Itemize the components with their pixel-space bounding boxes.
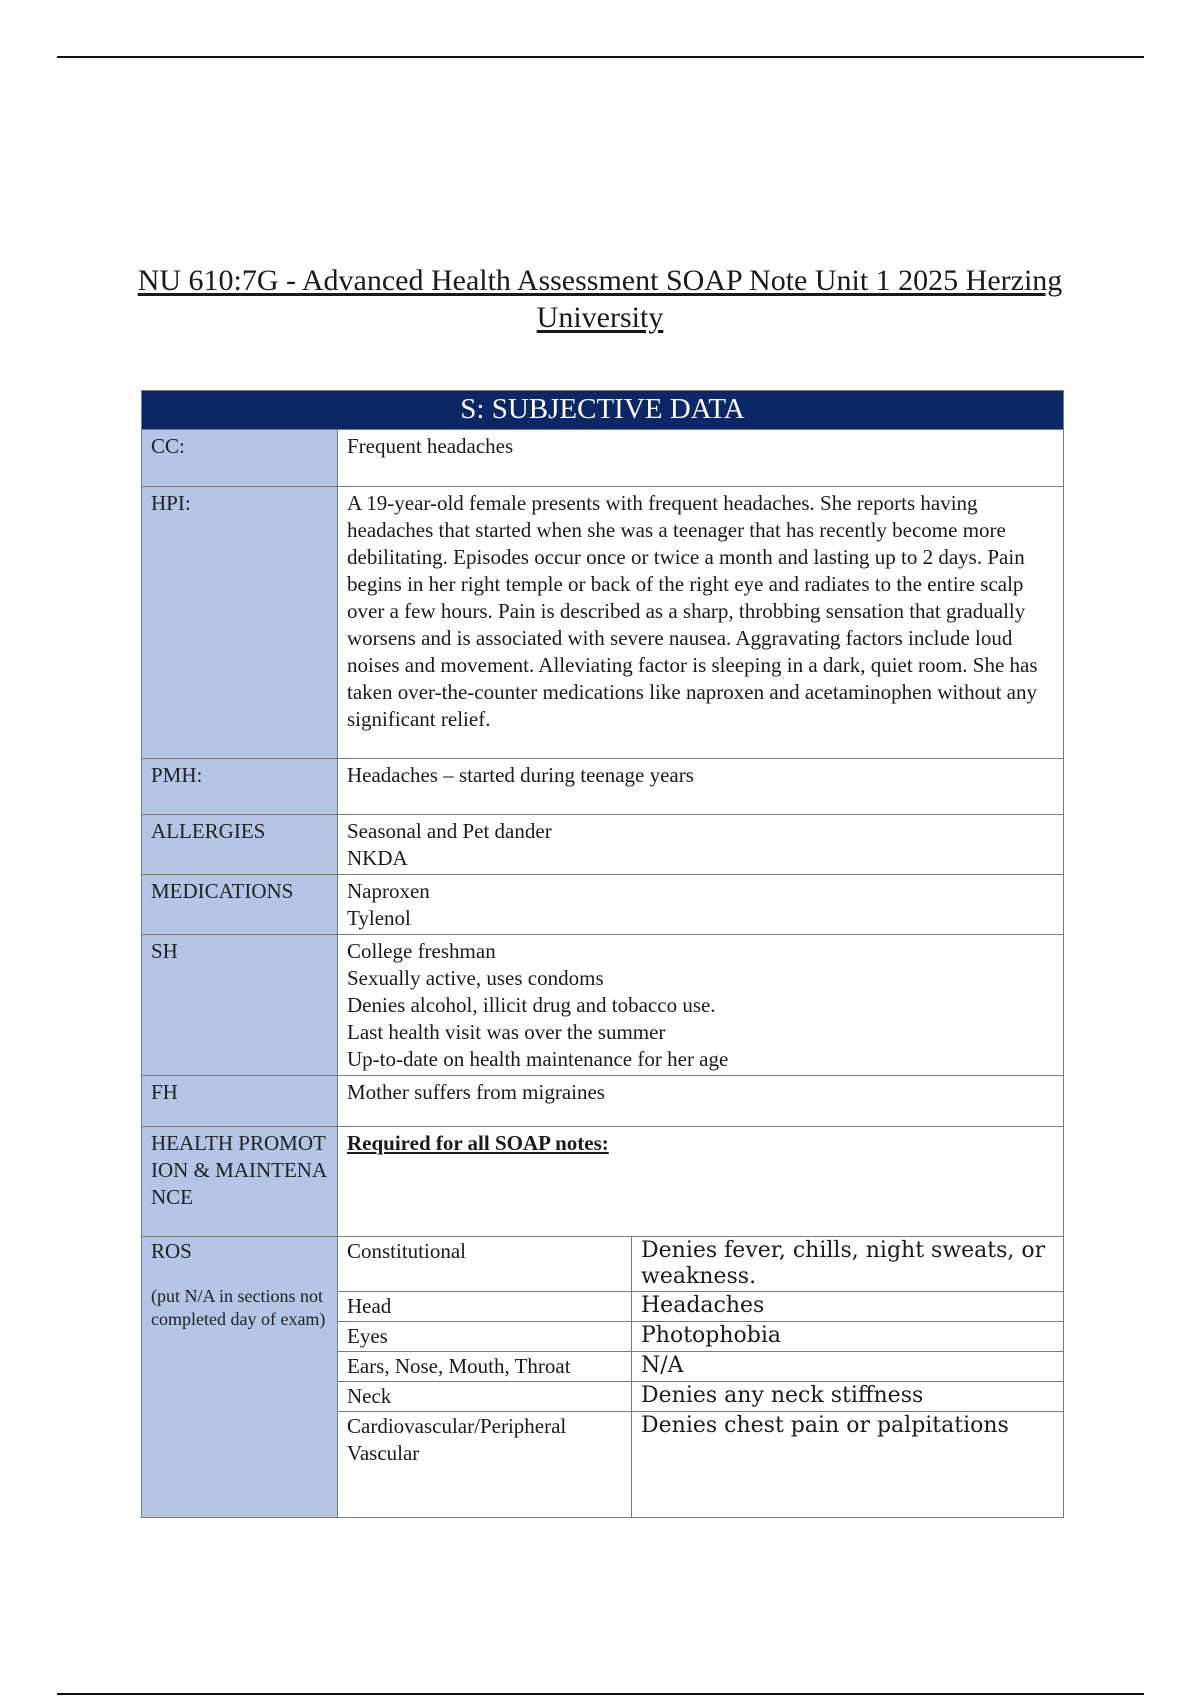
sh-line: College freshman: [347, 939, 496, 963]
medication-line: Naproxen: [347, 879, 430, 903]
medications-value: [338, 875, 1064, 935]
health-promotion-label: HEALTH PROMOTION & MAINTENANCE: [142, 1127, 338, 1237]
pmh-label: PMH:: [142, 759, 338, 815]
pmh-value: Headaches – started during teenage years: [338, 759, 1064, 815]
medications-row: [142, 875, 1064, 935]
health-promotion-row: [142, 1127, 1064, 1237]
subjective-data-table: [141, 390, 1064, 1518]
cc-row: [142, 430, 1064, 487]
bottom-rule: [57, 1693, 1144, 1695]
sh-line: Sexually active, uses condoms: [347, 966, 604, 990]
cc-label: CC:: [142, 430, 338, 487]
ros-system: Constitutional: [338, 1237, 632, 1292]
allergy-line: Seasonal and Pet dander: [347, 819, 552, 843]
ros-finding: Photophobia: [632, 1322, 1064, 1352]
sh-line: Denies alcohol, illicit drug and tobacco use.: [347, 993, 716, 1017]
ros-system: Ears, Nose, Mouth, Throat: [338, 1352, 632, 1382]
ros-finding: Denies chest pain or palpitations: [632, 1412, 1064, 1518]
section-header: S: SUBJECTIVE DATA: [142, 391, 1064, 430]
fh-value: Mother suffers from migraines: [338, 1076, 1064, 1127]
ros-finding: N/A: [632, 1352, 1064, 1382]
pmh-row: [142, 759, 1064, 815]
document-title: NU 610:7G - Advanced Health Assessment SOAP Note Unit 1 2025 Herzing University: [137, 264, 1063, 334]
ros-system: Cardiovascular/Peripheral Vascular: [338, 1412, 632, 1518]
fh-row: [142, 1076, 1064, 1127]
sh-row: [142, 935, 1064, 1076]
cc-value: Frequent headaches: [338, 430, 1064, 487]
ros-system: Head: [338, 1292, 632, 1322]
hpi-value: A 19-year-old female presents with frequent headaches. She reports having headaches that started when she was a teenager that has recently become more debilitating. Episodes occur once or twice a month and lasting up to 2 days. Pain begins in her right temple or back of the right eye and radiates to the entire scalp over a few hours. Pain is described as a sharp, throbbing sensation that gradually worsens and is associated with severe nausea. Aggravating factors include loud noises and movement. Alleviating factor is sleeping in a dark, quiet room. She has taken over-the-counter medications like naproxen and acetaminophen without any significant relief.: [338, 487, 1064, 759]
hpi-row: [142, 487, 1064, 759]
ros-label-cell: [142, 1237, 338, 1518]
ros-label: ROS: [151, 1239, 192, 1263]
ros-finding: Headaches: [632, 1292, 1064, 1322]
ros-note: (put N/A in sections not completed day of exam): [151, 1286, 326, 1329]
hpi-label: HPI:: [142, 487, 338, 759]
sh-line: Last health visit was over the summer: [347, 1020, 666, 1044]
ros-system: Neck: [338, 1382, 632, 1412]
sh-line: Up-to-date on health maintenance for her age: [347, 1047, 729, 1071]
sh-value: [338, 935, 1064, 1076]
allergies-row: [142, 815, 1064, 875]
fh-label: FH: [142, 1076, 338, 1127]
top-rule: [57, 56, 1144, 58]
health-promotion-value: [338, 1127, 1064, 1237]
allergy-line: NKDA: [347, 846, 408, 870]
medications-label: MEDICATIONS: [142, 875, 338, 935]
sh-label: SH: [142, 935, 338, 1076]
medication-line: Tylenol: [347, 906, 411, 930]
ros-system: Eyes: [338, 1322, 632, 1352]
section-header-row: [142, 391, 1064, 430]
ros-finding: Denies any neck stiffness: [632, 1382, 1064, 1412]
allergies-label: ALLERGIES: [142, 815, 338, 875]
allergies-value: [338, 815, 1064, 875]
ros-finding: Denies fever, chills, night sweats, or weakness.: [632, 1237, 1064, 1292]
ros-row: [142, 1237, 1064, 1292]
required-heading: Required for all SOAP notes:: [347, 1131, 609, 1155]
